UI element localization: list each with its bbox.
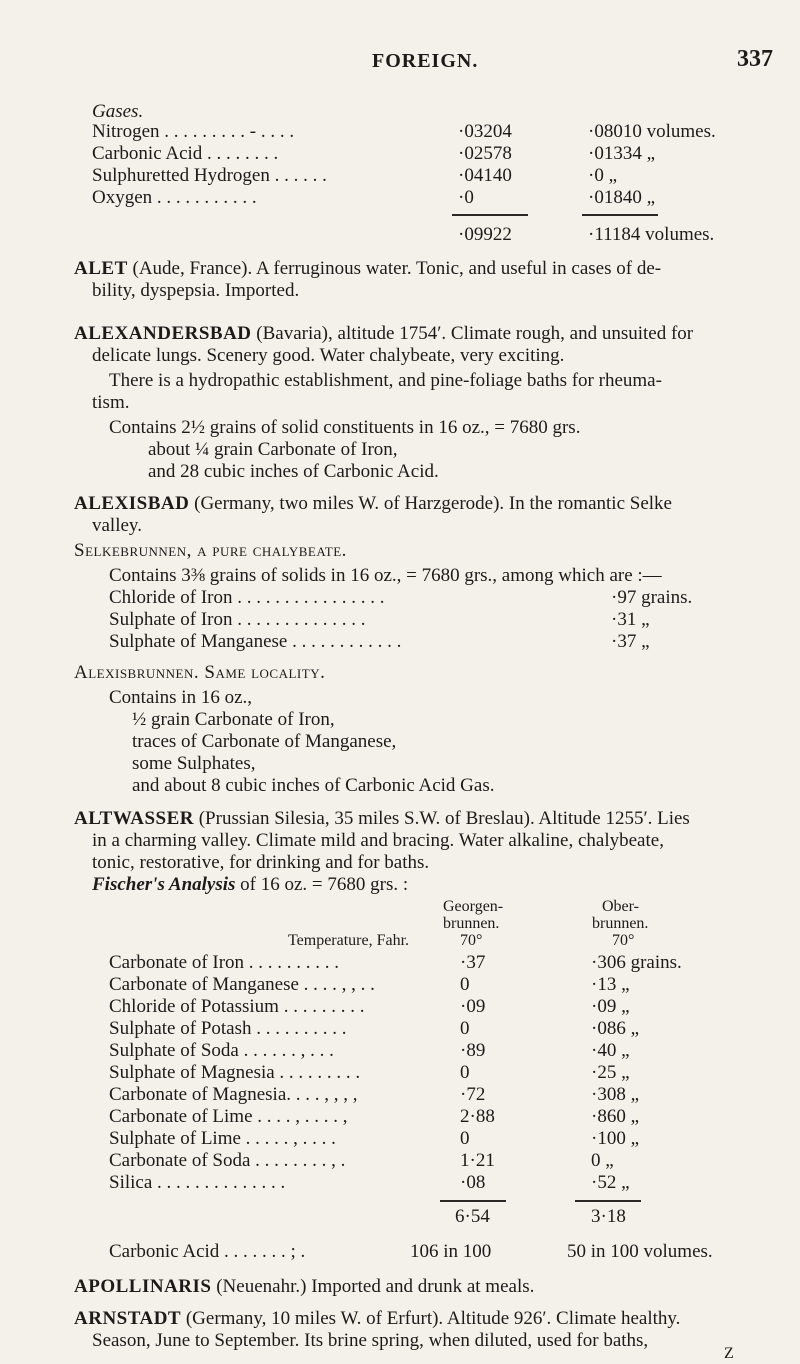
alexisbad-line: and about 8 cubic inches of Carbonic Acid Gas. (132, 775, 495, 796)
alexandersbad-line: ALEXANDERSBAD (Bavaria), altitude 1754′. Climate rough, and unsuited for (74, 323, 694, 344)
alexisbad-line: ALEXISBAD (Germany, two miles W. of Harzgerode). In the romantic Selke (74, 493, 672, 514)
running-head-title: FOREIGN. (372, 50, 479, 72)
analysis-row-name: Sulphate of Magnesia . . . . . . . . . (109, 1062, 361, 1083)
arnstadt-line-headword: ARNSTADT (74, 1308, 182, 1329)
analysis-row-value-1: 0 (460, 1018, 470, 1039)
altwasser-line: tonic, restorative, for drinking and for baths. (92, 852, 430, 873)
alexisbad-row-value: ·37 „ (611, 631, 650, 652)
analysis-row-value-1: 1·21 (460, 1150, 495, 1171)
gas-row-name: Oxygen . . . . . . . . . . . (92, 187, 257, 208)
alexisbad-line: some Sulphates, (132, 753, 256, 774)
analysis-row-name: Sulphate of Potash . . . . . . . . . . (109, 1018, 347, 1039)
total-rule (440, 1200, 506, 1202)
analysis-row-value-1: 0 (460, 1062, 470, 1083)
total-rule (575, 1200, 641, 1202)
analysis-row-name: Carbonate of Soda . . . . . . . . , . (109, 1150, 346, 1171)
gas-row-value-2: ·08010 volumes. (588, 121, 716, 142)
analysis-caption-italic: Fischer's Analysis (92, 874, 236, 895)
alexandersbad-line: about ¼ grain Carbonate of Iron, (148, 439, 398, 460)
apollinaris-line-headword: APOLLINARIS (74, 1276, 212, 1297)
alexisbad-line: traces of Carbonate of Manganese, (132, 731, 397, 752)
analysis-row-value-1: ·37 (460, 952, 486, 973)
running-head (0, 46, 800, 80)
alexisbad-row-name: Sulphate of Iron . . . . . . . . . . . . . . (109, 609, 366, 630)
total-rule (582, 214, 658, 216)
gas-row-value-2: ·0 „ (588, 165, 618, 186)
gas-row-value-1: ·03204 (458, 121, 512, 142)
analysis-total-2: 3·18 (591, 1206, 626, 1227)
alexisbad-line: Contains in 16 oz., (109, 687, 253, 708)
signature-mark: Z (724, 1345, 734, 1362)
analysis-row-value-1: ·09 (460, 996, 486, 1017)
col-head: Ober- (602, 898, 639, 915)
carbonic-acid-value-2: 50 in 100 volumes. (567, 1241, 713, 1262)
analysis-row-value-2: 0 „ (591, 1150, 614, 1171)
analysis-row-value-2: ·52 „ (591, 1172, 630, 1193)
alexisbad-row-value: ·97 grains. (611, 587, 693, 608)
gas-row-name: Nitrogen . . . . . . . . . - . . . . (92, 121, 295, 142)
analysis-row-value-2: ·13 „ (591, 974, 630, 995)
alexisbad-row-name: Sulphate of Manganese . . . . . . . . . . . . (109, 631, 402, 652)
carbonic-acid-value-1: 106 in 100 (410, 1241, 492, 1262)
alexandersbad-line-headword: ALEXANDERSBAD (74, 323, 252, 344)
alexisbad-row-value: ·31 „ (611, 609, 650, 630)
analysis-row-value-2: ·25 „ (591, 1062, 630, 1083)
temperature-value-1: 70° (460, 932, 483, 949)
alexisbad-row-name: Chloride of Iron . . . . . . . . . . . . . . . . (109, 587, 385, 608)
total-rule (452, 214, 528, 216)
alexandersbad-line: and 28 cubic inches of Carbonic Acid. (148, 461, 439, 482)
gas-total-1: ·09922 (458, 224, 512, 245)
analysis-caption (92, 874, 408, 896)
alexisbad-line: Alexisbrunnen. Same locality. (74, 662, 326, 683)
analysis-row-name: Carbonate of Magnesia. . . . , , , , (109, 1084, 358, 1105)
alexisbad-line: ½ grain Carbonate of Iron, (132, 709, 335, 730)
analysis-row-value-2: ·40 „ (591, 1040, 630, 1061)
analysis-row-value-2: ·086 „ (591, 1018, 640, 1039)
temperature-value-2: 70° (612, 932, 635, 949)
alet-line: bility, dyspepsia. Imported. (92, 280, 300, 301)
analysis-row-name: Silica . . . . . . . . . . . . . . (109, 1172, 286, 1193)
alexandersbad-line: delicate lungs. Scenery good. Water chalybeate, very exciting. (92, 345, 565, 366)
arnstadt-line: ARNSTADT (Germany, 10 miles W. of Erfurt). Altitude 926′. Climate healthy. (74, 1308, 681, 1329)
col-head: Georgen- (443, 898, 504, 915)
alexandersbad-line: tism. (92, 392, 130, 413)
analysis-row-value-2: ·09 „ (591, 996, 630, 1017)
gas-row-value-1: ·04140 (458, 165, 512, 186)
carbonic-acid-label: Carbonic Acid . . . . . . . ; . (109, 1241, 306, 1262)
temperature-label: Temperature, Fahr. (288, 932, 410, 949)
analysis-row-name: Carbonate of Iron . . . . . . . . . . (109, 952, 340, 973)
gas-row-value-1: ·02578 (458, 143, 512, 164)
analysis-row-value-1: ·08 (460, 1172, 486, 1193)
gas-row-value-2: ·01334 „ (588, 143, 656, 164)
analysis-row-value-1: ·89 (460, 1040, 486, 1061)
alet-line-headword: ALET (74, 258, 128, 279)
analysis-total-1: 6·54 (455, 1206, 490, 1227)
analysis-row-name: Sulphate of Lime . . . . . , . . . . (109, 1128, 336, 1149)
gases-heading: Gases. (92, 101, 144, 122)
alexisbad-line-headword: ALEXISBAD (74, 493, 190, 514)
alexisbad-line: Selkebrunnen, a pure chalybeate. (74, 540, 347, 561)
gas-row-value-1: ·0 (458, 187, 474, 208)
alexisbad-line: Contains 3⅜ grains of solids in 16 oz., = 7680 grs., among which are :— (109, 565, 662, 586)
analysis-row-value-2: ·306 grains. (591, 952, 682, 973)
gas-row-name: Carbonic Acid . . . . . . . . (92, 143, 279, 164)
gas-total-2: ·11184 volumes. (588, 224, 715, 245)
alet-line: ALET (Aude, France). A ferruginous water. Tonic, and useful in cases of de- (74, 258, 662, 279)
altwasser-line-headword: ALTWASSER (74, 808, 194, 829)
analysis-row-value-1: 2·88 (460, 1106, 495, 1127)
page-number: 337 (737, 46, 773, 72)
alexisbad-line: valley. (92, 515, 142, 536)
analysis-row-value-1: 0 (460, 974, 470, 995)
arnstadt-line: Season, June to September. Its brine spring, when diluted, used for baths, (92, 1330, 649, 1351)
analysis-row-value-2: ·860 „ (591, 1106, 640, 1127)
analysis-row-value-1: ·72 (460, 1084, 486, 1105)
altwasser-line: ALTWASSER (Prussian Silesia, 35 miles S.W. of Breslau). Altitude 1255′. Lies (74, 808, 690, 829)
col-head: brunnen. (592, 915, 649, 932)
analysis-row-value-2: ·308 „ (591, 1084, 640, 1105)
analysis-row-name: Carbonate of Manganese . . . . , , . . (109, 974, 375, 995)
analysis-row-value-2: ·100 „ (591, 1128, 640, 1149)
analysis-row-name: Carbonate of Lime . . . . , . . . . , (109, 1106, 348, 1127)
apollinaris-line: APOLLINARIS (Neuenahr.) Imported and drunk at meals. (74, 1276, 535, 1297)
analysis-caption-rest: of 16 oz. = 7680 grs. : (235, 874, 409, 895)
alexandersbad-line: There is a hydropathic establishment, and pine-foliage baths for rheuma- (109, 370, 662, 391)
analysis-row-value-1: 0 (460, 1128, 470, 1149)
alexandersbad-line: Contains 2½ grains of solid constituents in 16 oz., = 7680 grs. (109, 417, 581, 438)
altwasser-line: in a charming valley. Climate mild and bracing. Water alkaline, chalybeate, (92, 830, 664, 851)
col-head: brunnen. (443, 915, 500, 932)
analysis-row-name: Sulphate of Soda . . . . . . , . . . (109, 1040, 334, 1061)
analysis-row-name: Chloride of Potassium . . . . . . . . . (109, 996, 365, 1017)
gas-row-name: Sulphuretted Hydrogen . . . . . . (92, 165, 327, 186)
gas-row-value-2: ·01840 „ (588, 187, 656, 208)
